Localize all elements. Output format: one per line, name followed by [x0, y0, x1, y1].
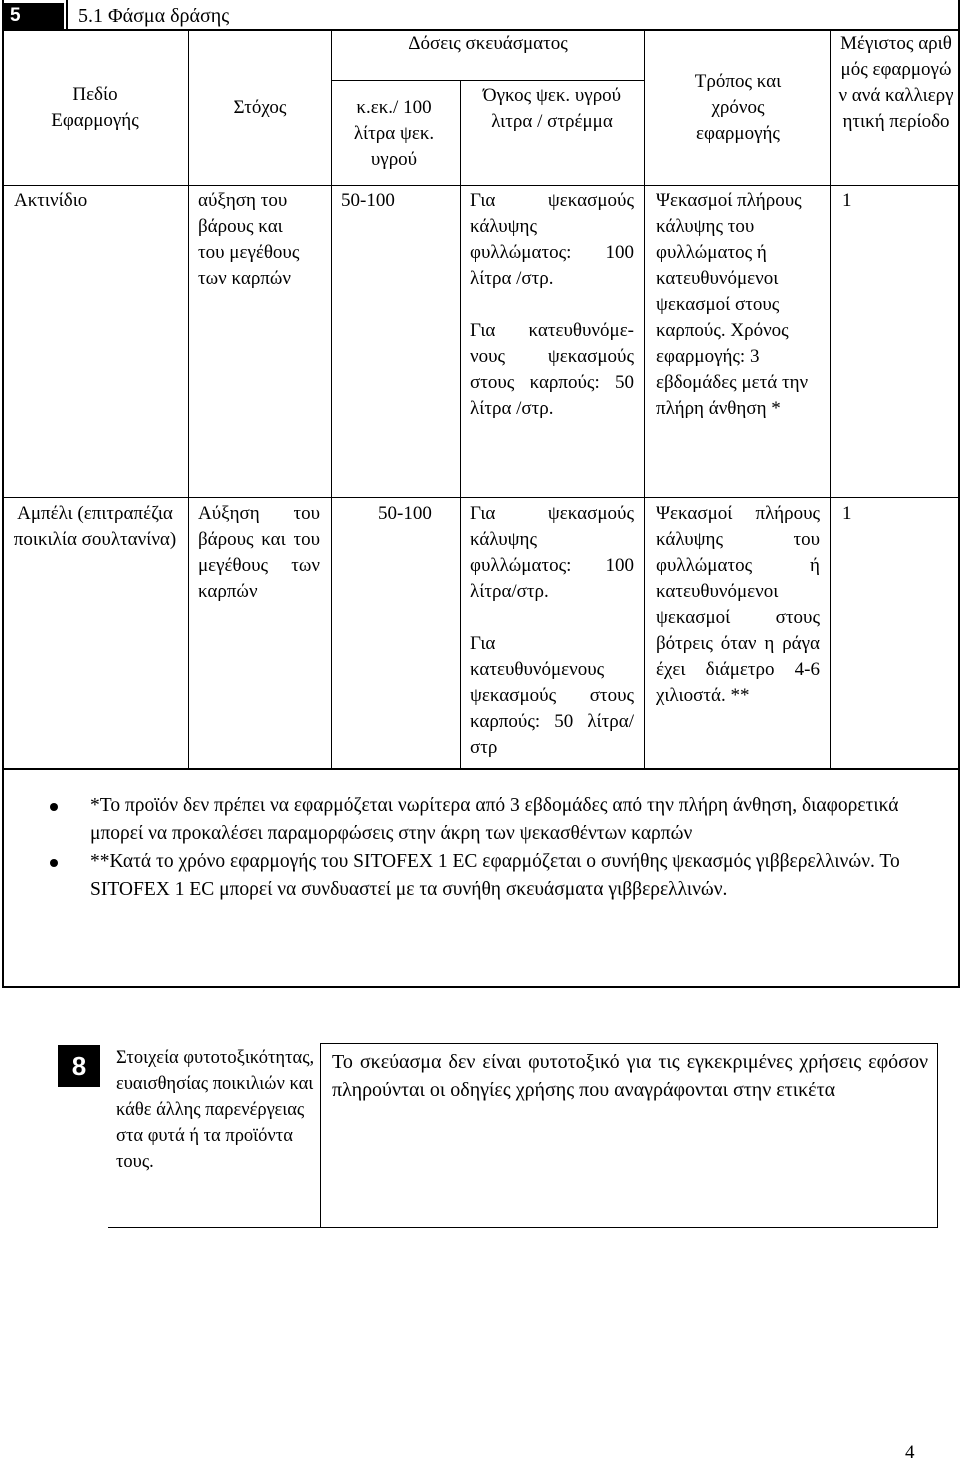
- header-target: Στόχος: [233, 97, 287, 118]
- row1-method: Ψεκασμοί πλήρους κάλυψης του φυλλώματος ή κατευθυνόμενοι ψεκασμοί στους καρπούς. Χρόνος εφαρμογής: 3 εβδομάδες μετά την πλήρη άνθηση *: [656, 190, 809, 419]
- bullet-icon: [50, 803, 58, 811]
- section-number: 5: [4, 3, 64, 29]
- section8-box-right: [937, 1043, 938, 1228]
- frame-bottom: [2, 986, 960, 988]
- note-text: *Το προϊόν δεν πρέπει να εφαρμόζεται νωρίτερα από 3 εβδομάδες από την πλήρη άνθηση, διαφορετικά μπορεί να προκαλέσει παραμορφώσεις στην άκρη των ψεκασθέντων καρπών: [90, 795, 899, 844]
- row1-target: αύξηση του βάρους και του μεγέθους των καρπών: [198, 190, 300, 289]
- col-line-5: [830, 31, 831, 769]
- frame-left: [2, 0, 4, 988]
- table-row-line-1: [4, 185, 958, 186]
- col-line-2: [331, 31, 332, 769]
- note-item: [40, 848, 940, 904]
- table-row-line-2: [4, 497, 958, 498]
- row1-max: 1: [842, 190, 852, 211]
- notes-list: [40, 792, 940, 904]
- row2-volume-foliage: Για ψεκασμούς κάλυψης φυλλώματος: 100 λίτρα/στρ.: [470, 503, 634, 602]
- row2-field: Αμπέλι (επιτραπέζια ποικιλία σουλτανίνα): [13, 503, 177, 550]
- table-bottom-line: [4, 768, 958, 770]
- page-number: 4: [905, 1442, 915, 1463]
- section8-label: Στοιχεία φυτοτοξικότητας, ευαισθησίας ποικιλιών και κάθε άλλης παρενέργειας στα φυτά ή τα προϊόντα τους.: [116, 1048, 315, 1172]
- row1-field: Ακτινίδιο: [14, 190, 88, 211]
- header-doses: Δόσεις σκευάσματος: [408, 33, 568, 54]
- note-item: [40, 792, 940, 848]
- header-method: Τρόπος και χρόνος εφαρμογής: [694, 71, 782, 144]
- row1-volume-foliage: Για ψεκασμούς κάλυψης φυλλώματος: 100 λίτρα /στρ.: [470, 190, 634, 289]
- row2-method: Ψεκασμοί πλήρους κάλυψης του φυλλώματος ή κατευθυνόμενοι ψεκασμοί στους βότρεις όταν η ράγα έχει διάμετρο 4-6 χιλιοστά. **: [656, 503, 820, 706]
- section-title: 5.1 Φάσμα δράσης: [78, 5, 230, 27]
- row2-max: 1: [842, 503, 852, 524]
- section8-box-top: [320, 1043, 938, 1044]
- col-line-4: [644, 31, 645, 769]
- row2-volume-fruit: Για κατευθυνόμενους ψεκασμούς στους καρπούς: 50 λίτρα/στρ: [470, 633, 634, 758]
- row2-dose: 50-100: [378, 503, 432, 524]
- header-divider: [66, 0, 68, 31]
- row1-volume-fruit: Για κατευθυνόμε-νους ψεκασμούς στους καρπούς: 50 λίτρα /στρ.: [470, 320, 634, 419]
- col-line-1: [188, 31, 189, 769]
- doses-subheader-line: [332, 80, 644, 81]
- section8-box-left: [320, 1043, 321, 1228]
- row2-target: Αύξηση του βάρους και του μεγέθους των καρπών: [198, 503, 320, 602]
- header-volume: Όγκος ψεκ. υγρού λιτρα / στρέμμα: [482, 85, 622, 132]
- bullet-icon: [50, 859, 58, 867]
- row1-dose: 50-100: [341, 190, 395, 211]
- section8-number: 8: [58, 1045, 100, 1087]
- section8-box-bottom: [320, 1227, 938, 1228]
- header-max-apps: Μέγιστος αριθμός εφαρμογών ανά καλλιεργητική περίοδο: [838, 33, 954, 132]
- note-text: **Κατά το χρόνο εφαρμογής του SITOFEX 1 EC εφαρμόζεται ο συνήθης ψεκασμός γιββερελλινών. Το SITOFEX 1 EC μπορεί να συνδυαστεί με τα συνήθη σκευάσματα γιββερελλινών.: [90, 851, 900, 900]
- section8-text: Το σκεύασμα δεν είναι φυτοτοξικό για τις εγκεκριμένες χρήσεις εφόσον πληρούνται οι οδηγίες χρήσης που αναγράφονται στην ετικέτα: [332, 1051, 928, 1101]
- section8-label-underline: [108, 1227, 324, 1228]
- col-line-3: [460, 80, 461, 769]
- header-field: Πεδίο Εφαρμογής: [51, 84, 139, 131]
- header-dose-per-100: κ.εκ./ 100 λίτρα ψεκ. υγρού: [353, 97, 435, 170]
